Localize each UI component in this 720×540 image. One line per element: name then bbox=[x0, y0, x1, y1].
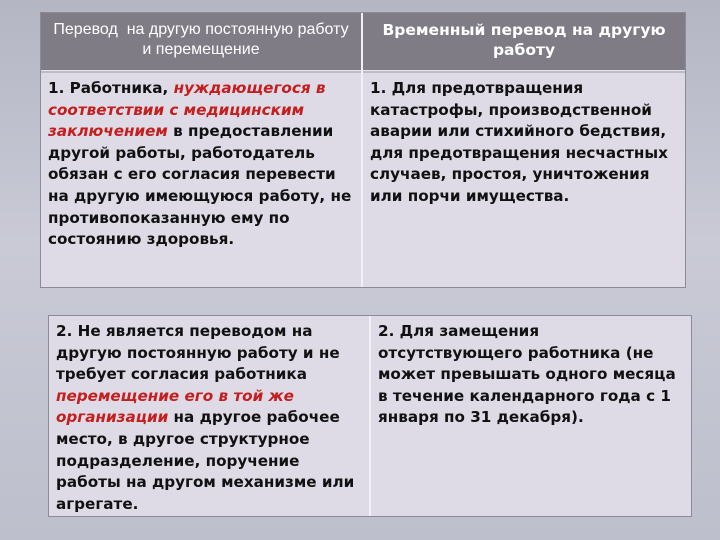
header-temporary-transfer: Временный перевод на другую работу bbox=[363, 13, 685, 71]
permanent-transfer-rule-1 bbox=[41, 73, 361, 287]
permanent-transfer-rule-2 bbox=[49, 316, 369, 516]
header-permanent-transfer bbox=[41, 13, 361, 71]
temporary-transfer-rule-2: 2. Для замещения отсутствующего работника (не может превышать одного месяца в течение календарного года с 1 января по 31 декабря). bbox=[371, 316, 691, 516]
rule-1-highlight: нуждающегося в соответствии с медицинским заключением bbox=[48, 79, 326, 141]
rule-2-text-start: 2. Не является переводом на другую постоянную работу и не требует согласия работника bbox=[56, 322, 340, 384]
rule-1-text-end: в предоставлении другой работы, работодатель обязан с его согласия перевести на другую имеющуюся работу, не противопоказанную ему по состоянию здоровья. bbox=[48, 122, 352, 249]
temporary-transfer-rule-1: 1. Для предотвращения катастрофы, производственной аварии или стихийного бедствия, для предотвращения несчастных случаев, простоя, уничтожения или порчи имущества. bbox=[363, 73, 685, 287]
header-permanent-transfer-rest: на другую постоянную работу и перемещение bbox=[126, 21, 349, 58]
transfer-comparison-table-top bbox=[40, 12, 686, 288]
rule-1-text-start: 1. Работника, bbox=[48, 79, 174, 97]
rule-2-highlight: перемещение его в той же организации bbox=[56, 386, 294, 427]
transfer-comparison-table-bottom bbox=[48, 315, 692, 517]
header-permanent-transfer-prefix: Перевод bbox=[53, 21, 118, 38]
rule-2-text-end: на другое рабочее место, в другое структурное подразделение, поручение работы на другом механизме или агрегате. bbox=[56, 408, 355, 513]
